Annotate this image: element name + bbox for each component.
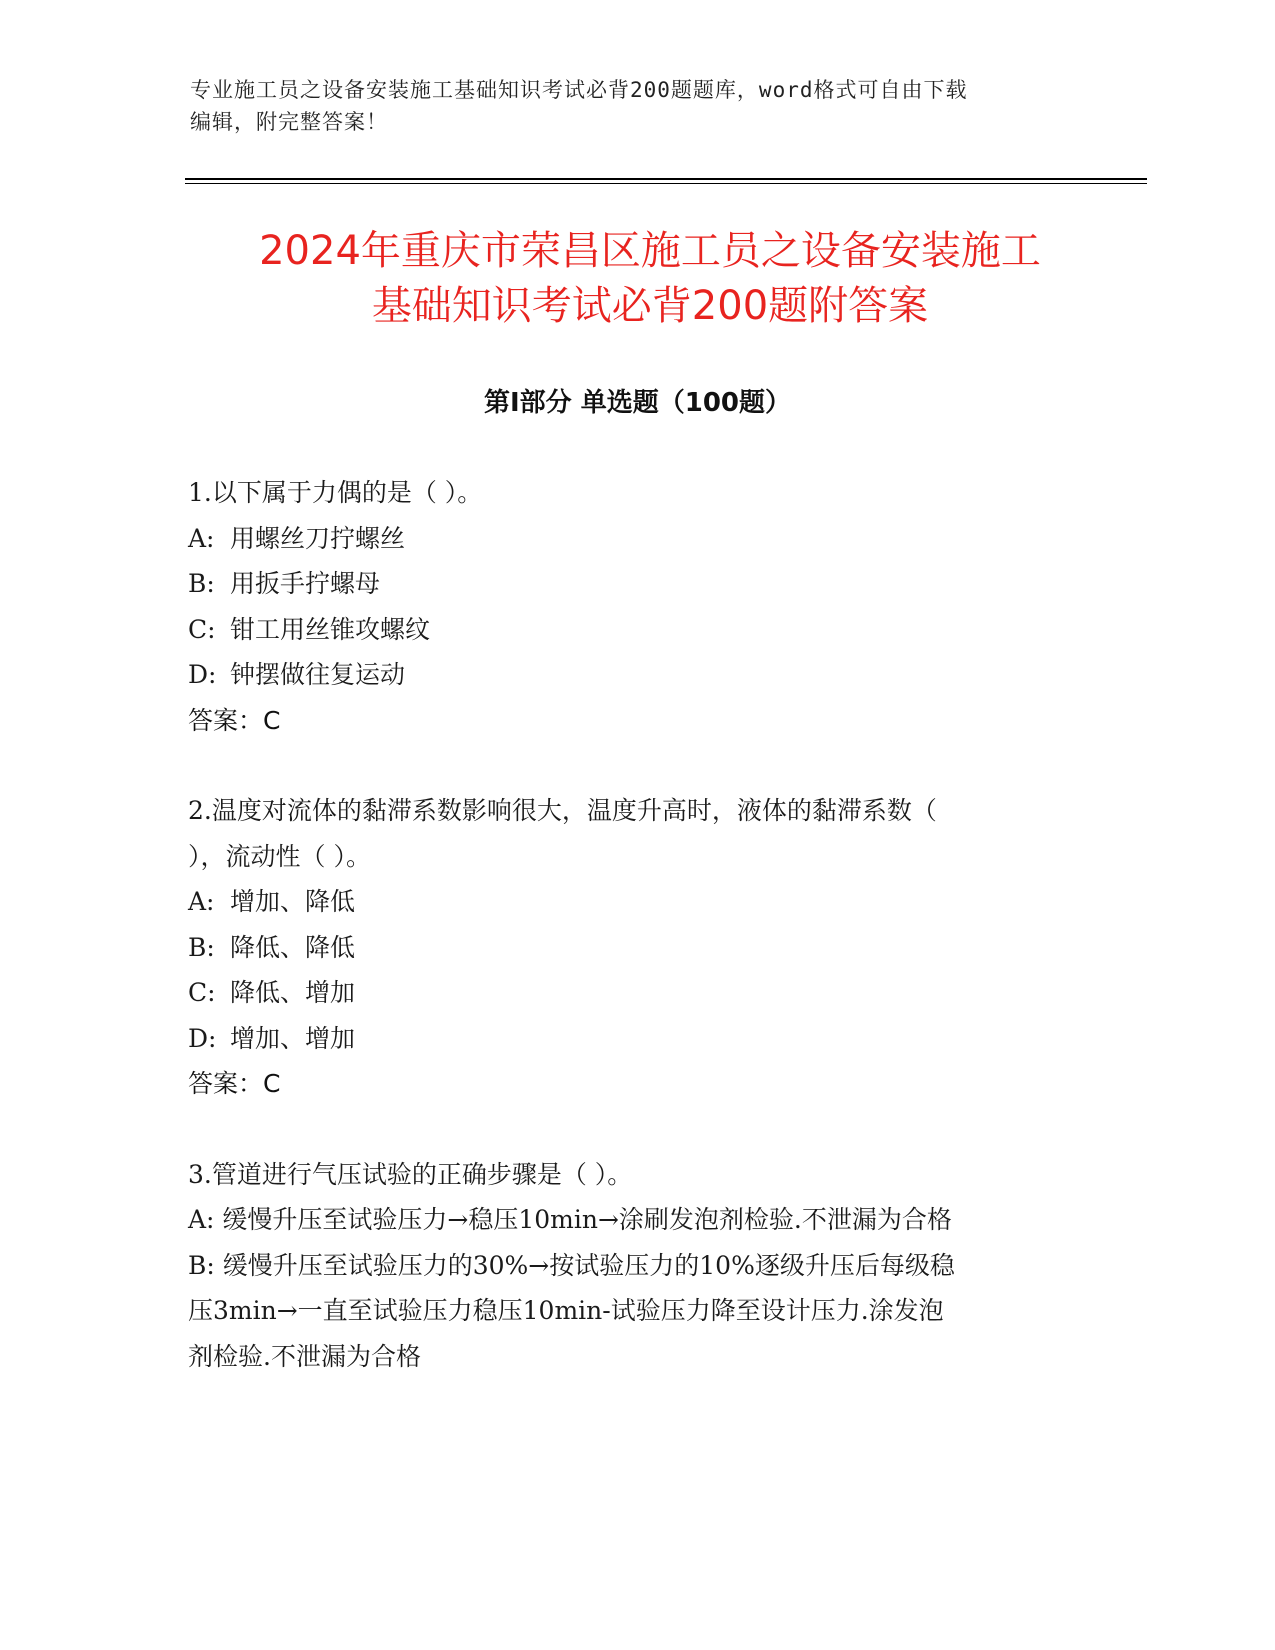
option-a bbox=[188, 879, 1088, 925]
option-letter: C: bbox=[188, 978, 216, 1007]
answer-line: 答案：C bbox=[188, 705, 281, 735]
title-line-1: 2024年重庆市荣昌区施工员之设备安装施工 bbox=[259, 228, 1041, 274]
question-stem-continued: ），流动性（ ）。 bbox=[188, 841, 371, 871]
option-b-continued: 压3min→一直至试验压力稳压10min-试验压力降至设计压力.涂发泡 bbox=[188, 1296, 944, 1325]
header-divider-thick bbox=[185, 178, 1147, 180]
option-letter: D: bbox=[188, 660, 217, 689]
question-spacer bbox=[188, 1107, 1088, 1152]
option-text: 增加、增加 bbox=[230, 1023, 356, 1053]
question-stem: 1.以下属于力偶的是（ ）。 bbox=[188, 478, 483, 507]
option-text: 钟摆做往复运动 bbox=[230, 660, 406, 689]
option-c bbox=[188, 970, 1088, 1016]
question-stem: 2.温度对流体的黏滞系数影响很大，温度升高时，液体的黏滞系数（ bbox=[188, 796, 937, 825]
answer-line: 答案：C bbox=[188, 1069, 281, 1098]
option-b-continued: 剂检验.不泄漏为合格 bbox=[188, 1341, 421, 1371]
document-header-note bbox=[190, 74, 1080, 138]
header-divider-thin bbox=[185, 183, 1147, 184]
option-text: 降低、降低 bbox=[230, 932, 356, 962]
option-letter: B: bbox=[188, 932, 215, 962]
option-text: 增加、降低 bbox=[230, 887, 356, 916]
option-b bbox=[188, 925, 1088, 971]
option-d bbox=[188, 1016, 1088, 1062]
section-title: 第I部分 单选题（100题） bbox=[484, 388, 791, 418]
option-a: A: 缓慢升压至试验压力→稳压10min→涂刷发泡剂检验.不泄漏为合格 bbox=[188, 1205, 952, 1234]
question-list bbox=[188, 470, 1088, 1379]
option-letter: D: bbox=[188, 1023, 217, 1053]
option-text: 用扳手拧螺母 bbox=[230, 569, 381, 598]
option-text: 钳工用丝锥攻螺纹 bbox=[230, 614, 431, 644]
question-1 bbox=[188, 470, 1088, 743]
option-letter: A: bbox=[188, 523, 215, 553]
option-text: 用螺丝刀拧螺丝 bbox=[230, 523, 406, 553]
question-spacer bbox=[188, 743, 1088, 788]
option-c bbox=[188, 607, 1088, 653]
question-stem: 3.管道进行气压试验的正确步骤是（ ）。 bbox=[188, 1159, 633, 1189]
option-letter: A: bbox=[188, 887, 215, 916]
option-letter: B: bbox=[188, 569, 215, 598]
option-b: B: 缓慢升压至试验压力的30%→按试验压力的10%逐级升压后每级稳 bbox=[188, 1250, 955, 1280]
option-a bbox=[188, 516, 1088, 562]
header-line-1: 专业施工员之设备安装施工基础知识考试必背200题题库，word格式可自由下载 bbox=[190, 78, 968, 102]
option-d bbox=[188, 652, 1088, 698]
option-letter: C: bbox=[188, 614, 216, 644]
header-line-2: 编辑，附完整答案！ bbox=[190, 110, 388, 134]
document-title bbox=[150, 224, 1150, 334]
option-text: 降低、增加 bbox=[230, 978, 356, 1007]
question-3 bbox=[188, 1152, 1088, 1380]
question-2 bbox=[188, 788, 1088, 1107]
title-line-2: 基础知识考试必背200题附答案 bbox=[371, 283, 929, 329]
option-b bbox=[188, 561, 1088, 607]
